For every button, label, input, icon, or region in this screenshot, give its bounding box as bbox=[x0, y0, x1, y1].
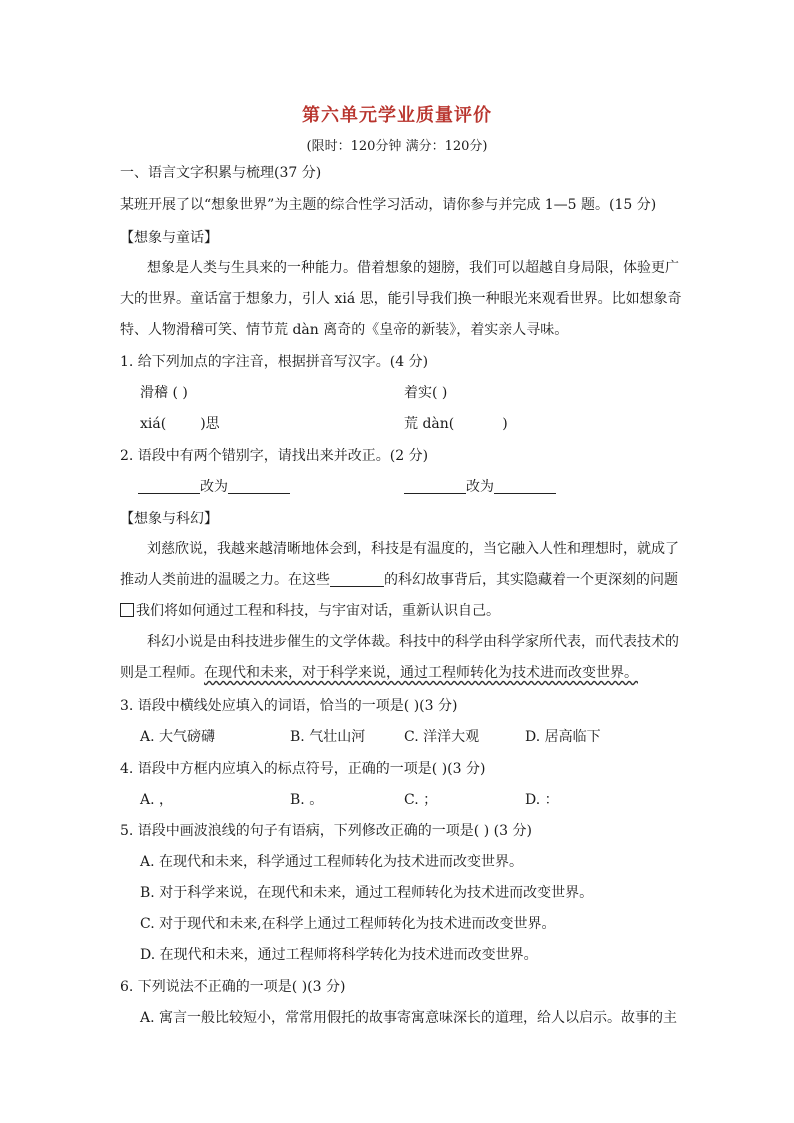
question-4: 4. 语段中方框内应填入的标点符号，正确的一项是( )(3 分) bbox=[120, 761, 486, 777]
text-segment: 我们将如何通过工程和科技，与宇宙对话，重新认识自己。 bbox=[136, 603, 500, 619]
paragraph-line: 想象是人类与生具来的一种能力。借着想象的翅膀，我们可以超越自身局限，体验更广 bbox=[147, 260, 679, 276]
answer-blank[interactable] bbox=[494, 479, 556, 494]
q6-option-a[interactable]: A. 寓言一般比较短小，常常用假托的故事寄寓意味深长的道理，给人以启示。故事的主 bbox=[140, 1010, 678, 1026]
q5-option-c[interactable]: C. 对于现代和未来,在科学上通过工程师转化为技术进而改变世界。 bbox=[140, 916, 556, 932]
q3-option-c[interactable]: C. 洋洋大观 bbox=[404, 729, 480, 745]
answer-blank[interactable] bbox=[228, 479, 290, 494]
paragraph-line bbox=[120, 570, 678, 590]
text-segment: 的科幻故事背后，其实隐藏着一个更深刻的问题 bbox=[384, 572, 678, 588]
q4-option-b[interactable]: B. 。 bbox=[290, 792, 324, 808]
heading-fairytale: 【想象与童话】 bbox=[120, 230, 218, 246]
page-subtitle: (限时：120分钟 满分：120分) bbox=[306, 139, 488, 154]
q1-item-a: 滑稽 ( ) bbox=[140, 385, 188, 401]
question-6: 6. 下列说法不正确的一项是( )(3 分) bbox=[120, 979, 346, 995]
q2-mid: 改为 bbox=[200, 479, 228, 495]
paragraph-line bbox=[120, 663, 638, 683]
question-1: 1. 给下列加点的字注音，根据拼音写汉字。(4 分) bbox=[120, 354, 429, 370]
q4-option-c[interactable]: C. ； bbox=[404, 792, 438, 808]
paragraph-line: 刘慈欣说，我越来越清晰地体会到，科技是有温度的，当它融入人性和理想时，就成了 bbox=[147, 541, 679, 557]
q4-option-d[interactable]: D. ： bbox=[525, 792, 559, 808]
fill-blank[interactable] bbox=[330, 572, 384, 587]
q1-item-c bbox=[140, 414, 220, 434]
question-3: 3. 语段中横线处应填入的词语，恰当的一项是( )(3 分) bbox=[120, 698, 458, 714]
intro-text: 某班开展了以“想象世界”为主题的综合性学习活动，请你参与并完成 1—5 题。(15 分) bbox=[120, 197, 657, 213]
paragraph-line bbox=[120, 601, 500, 621]
q4-option-a[interactable]: A. ， bbox=[140, 792, 174, 808]
q1-item-d bbox=[404, 414, 508, 434]
punctuation-box[interactable] bbox=[120, 603, 134, 617]
section-heading: 一、语言文字积累与梳理(37 分) bbox=[120, 165, 322, 181]
q5-option-a[interactable]: A. 在现代和未来，科学通过工程师转化为技术进而改变世界。 bbox=[140, 854, 524, 870]
paragraph-line: 特、人物滑稽可笑、情节荒 dàn 离奇的《皇帝的新装》，着实亲人寻味。 bbox=[120, 322, 569, 338]
page-title: 第六单元学业质量评价 bbox=[302, 105, 492, 126]
text-segment: 则是工程师。 bbox=[120, 665, 204, 681]
q2-pair-1 bbox=[138, 477, 290, 497]
text-segment: 推动人类前进的温暖之力。在这些 bbox=[120, 572, 330, 588]
q1-item-d-post: ) bbox=[502, 416, 508, 432]
heading-scifi: 【想象与科幻】 bbox=[120, 511, 218, 527]
question-2: 2. 语段中有两个错别字，请找出来并改正。(2 分) bbox=[120, 448, 429, 464]
q1-item-c-post: )思 bbox=[200, 416, 220, 432]
q3-option-a[interactable]: A. 大气磅礴 bbox=[140, 729, 216, 745]
q3-option-b[interactable]: B. 气壮山河 bbox=[290, 729, 366, 745]
q2-mid: 改为 bbox=[466, 479, 494, 495]
q2-pair-2 bbox=[404, 477, 556, 497]
paragraph-line: 科幻小说是由科技进步催生的文学体裁。科技中的科学由科学家所代表，而代表技术的 bbox=[147, 634, 679, 650]
q5-option-d[interactable]: D. 在现代和未来，通过工程师将科学转化为技术进而改变世界。 bbox=[140, 947, 538, 963]
q1-item-d-pre: 荒 dàn( bbox=[404, 416, 455, 432]
q1-item-c-pre: xiá( bbox=[140, 416, 167, 432]
answer-blank[interactable] bbox=[138, 479, 200, 494]
answer-blank[interactable] bbox=[404, 479, 466, 494]
q3-option-d[interactable]: D. 居高临下 bbox=[525, 729, 601, 745]
q5-option-b[interactable]: B. 对于科学来说，在现代和未来，通过工程师转化为技术进而改变世界。 bbox=[140, 885, 594, 901]
wavy-sentence: 在现代和未来，对于科学来说，通过工程师转化为技术进而改变世界。 bbox=[204, 665, 638, 681]
q1-item-b: 着实( ) bbox=[404, 385, 448, 401]
paragraph-line: 大的世界。童话富于想象力，引人 xiá 思，能引导我们换一种眼光来观看世界。比如想象奇 bbox=[120, 291, 682, 307]
question-5: 5. 语段中画波浪线的句子有语病，下列修改正确的一项是( ) (3 分) bbox=[120, 823, 532, 839]
